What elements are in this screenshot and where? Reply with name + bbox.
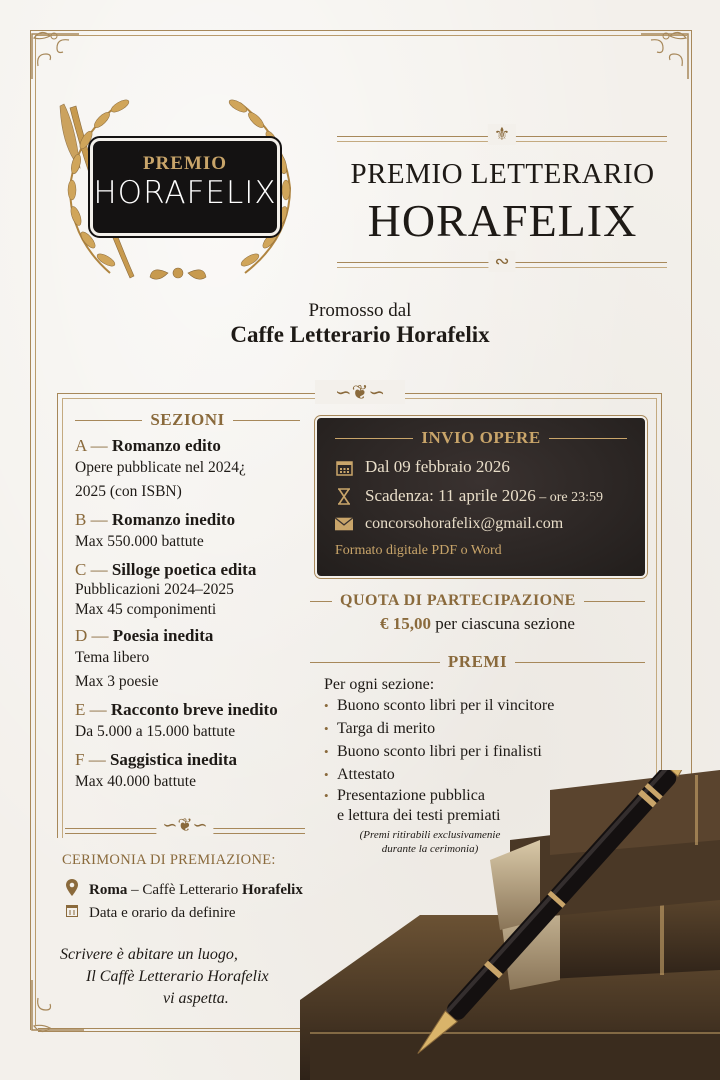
section-e-title: E — Racconto breve inedito xyxy=(75,700,278,719)
sections-heading: SEZIONI xyxy=(75,410,300,430)
prize-item: • Buono sconto libri per i finalisti xyxy=(324,740,645,763)
hourglass-icon xyxy=(335,487,353,505)
logo-plaque xyxy=(90,138,280,236)
ceremony-location: Roma – Caffè Letterario Horafelix xyxy=(65,879,303,901)
prizes-heading: PREMI xyxy=(310,652,645,672)
submission-start-row xyxy=(335,457,627,477)
promoter-name: Caffe Letterario Horafelix xyxy=(230,322,490,347)
bottom-frame-rule xyxy=(38,1028,318,1032)
prize-item: • Attestato xyxy=(324,763,645,786)
calendar-icon xyxy=(335,458,353,476)
sections-list xyxy=(75,410,300,794)
prizes-note: (Premi ritirabili exclusivamenie durante la cerimonia) xyxy=(359,829,501,855)
closing-quote: Scrivere è abitare un luogo, Il Caffè Letterario Horafelix vi aspetta. xyxy=(60,946,269,1007)
title-rule-bottom xyxy=(337,251,667,272)
submission-deadline: Scadenza: 11 aprile 2026 – ore 23:59 xyxy=(365,486,603,505)
map-pin-icon xyxy=(65,879,79,901)
corner-ornament-top-right xyxy=(636,24,696,84)
fee-heading: QUOTA DI PARTECIPAZIONE xyxy=(310,592,645,610)
submission-panel xyxy=(315,416,647,578)
section-b-desc: Max 550.000 battute xyxy=(75,533,204,550)
title-line-1: PREMIO LETTERARIO xyxy=(350,158,655,190)
prize-item-continuation: e lettura dei testi premiati xyxy=(337,807,501,824)
prize-item: • Targa di merito xyxy=(324,717,645,740)
corner-ornament-top-left xyxy=(24,24,84,84)
flourish-ornament-icon: ⚜ xyxy=(488,124,516,145)
section-b-title: B — Romanzo inedito xyxy=(75,510,236,529)
scroll-ornament-icon: ∾ xyxy=(488,251,515,272)
scroll-ornament-icon: ∽❦∽ xyxy=(156,815,213,836)
logo-name-text: HORAFELIX xyxy=(93,175,277,211)
fee-section xyxy=(310,592,645,634)
premio-horafelix-logo xyxy=(50,88,305,293)
section-c-title: C — Silloge poetica edita xyxy=(75,560,257,579)
promoted-by-label: Promosso dal xyxy=(308,300,412,321)
submission-email-row xyxy=(335,515,627,533)
prize-item: • Presentazione pubblica xyxy=(324,786,645,806)
prizes-intro: Per ogni sezione: xyxy=(324,676,435,693)
scroll-ornament-icon: ∽❦∽ xyxy=(315,380,405,404)
section-d-desc-2: Max 3 poesie xyxy=(75,673,159,690)
section-f-title: F — Saggistica inedita xyxy=(75,750,238,769)
submission-heading: INVIO OPERE xyxy=(335,428,627,448)
title-rule-top xyxy=(337,124,667,145)
ceremony-date: Data e orario da definire xyxy=(65,904,236,922)
section-f-desc: Max 40.000 battute xyxy=(75,773,196,790)
fee-amount: € 15,00 per ciascuna sezione xyxy=(380,614,575,633)
section-d-title: D — Poesia inedita xyxy=(75,626,214,645)
envelope-icon xyxy=(335,515,353,533)
calendar-icon xyxy=(65,904,79,922)
submission-email-link[interactable]: concorsohorafelix@gmail.com xyxy=(365,515,564,532)
books-and-fountain-pen-illustration xyxy=(300,770,720,1080)
logo-premio-text: PREMIO xyxy=(142,153,228,174)
section-a-desc-2: 2025 (con ISBN) xyxy=(75,483,182,500)
ceremony-heading: CERIMONIA DI PREMIAZIONE: xyxy=(62,852,276,868)
section-d-desc: Tema libero xyxy=(75,649,150,666)
submission-start-date: Dal 09 febbraio 2026 xyxy=(365,457,510,476)
submission-format: Formato digitale PDF o Word xyxy=(335,543,502,558)
section-e-desc: Da 5.000 a 15.000 battute xyxy=(75,723,236,740)
section-a-title: A — Romanzo edito xyxy=(75,436,221,455)
prize-item: • Buono sconto libri per il vincitore xyxy=(324,694,645,717)
section-c-desc: Pubblicazioni 2024–2025 xyxy=(75,581,234,598)
title-line-2: HORAFELIX xyxy=(367,195,638,246)
section-a-desc: Opere pubblicate nel 2024¿ xyxy=(75,459,246,476)
section-c-desc-2: Max 45 componimenti xyxy=(75,601,217,618)
ceremony-rule xyxy=(65,815,305,836)
submission-deadline-row xyxy=(335,486,627,506)
